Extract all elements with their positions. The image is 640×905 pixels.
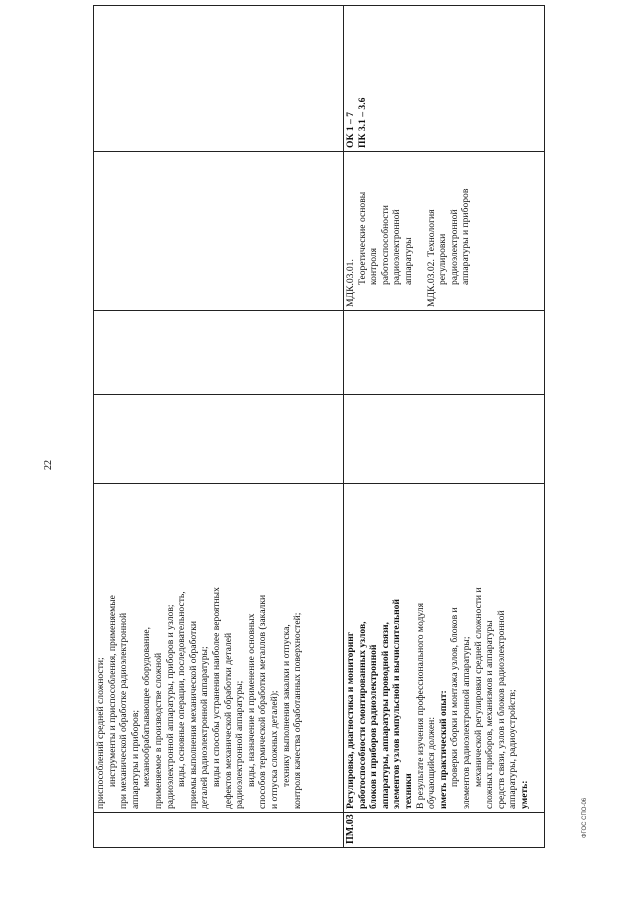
text-line: инструменты и приспособления, применяемые (106, 595, 118, 787)
text-line: элементов радиоэлектронной аппаратуры; (460, 636, 472, 809)
table-row (344, 6, 545, 848)
competency-cell (344, 6, 545, 152)
module-title-line: блоков и приборов радиоэлектронной (368, 644, 380, 809)
text-line: радиоэлектронной аппаратуры, приборов и узлов; (164, 604, 176, 809)
text-line: сложных приборов, механизмов и аппаратуры (484, 620, 496, 809)
mdk-line: аппаратуры и приборов (460, 188, 472, 285)
empty-cell (94, 6, 344, 152)
text-line: В результате изучения профессионального модуля (414, 603, 426, 809)
module-title-line: элементов узлов импульсной и вычислительной (391, 599, 403, 809)
empty-cell (94, 152, 344, 311)
module-code: ПМ.03 (345, 814, 356, 844)
empty-cell (94, 395, 344, 484)
text-line: механообрабатывающее оборудование, (141, 626, 153, 787)
knowledge-cell (94, 484, 344, 813)
table-row (94, 6, 344, 848)
empty-cell (344, 311, 545, 395)
text-line: применяемое в производстве сложной (152, 652, 164, 809)
text-line: проверки сборки и монтажа узлов, блоков и (449, 607, 461, 787)
text-line: виды и способы устранения наиболее вероятных (210, 587, 222, 787)
page-number: 22 (43, 460, 54, 470)
text-line: способов термической обработки металлов (закалки (257, 594, 269, 809)
mdk-line: МДК.03.01. (345, 259, 356, 307)
module-title-line: работоспособности смонтированных узлов, (356, 621, 368, 809)
footer-code: ФГОС СПО-06 (582, 797, 588, 838)
text-line: и отпуска сложных деталей); (268, 690, 280, 809)
empty-cell (344, 395, 545, 484)
mdk-line: аппаратуры (402, 237, 414, 285)
text-line: аппаратуры и приборов; (129, 709, 141, 809)
module-title-line: аппаратуры, аппаратуры проводной связи, (379, 622, 391, 809)
mdk-line: регулировки (437, 233, 449, 285)
mdk-line: радиоэлектронной (391, 209, 403, 285)
text-line: деталей радиоэлектронной аппаратуры; (199, 646, 211, 809)
skills-heading: уметь: (518, 780, 530, 809)
module-title-line: техники (402, 773, 414, 809)
text-line: радиоэлектронной аппаратуры; (234, 680, 246, 809)
text-line: механической регулировки средней сложности и (472, 587, 484, 787)
text-line: технику выполнения закалки и отпуска, (280, 624, 292, 787)
mdk-cell (344, 152, 545, 311)
mdk-line: контроля (368, 247, 380, 285)
text-line: приемы выполнения механической обработки (187, 620, 199, 809)
mdk-line: МДК.03.02. Технология (425, 209, 437, 307)
mdk-line: Теоретические основы (356, 191, 368, 285)
module-title-line: Регулировка, диагностика и мониторинг (345, 631, 356, 809)
text-line: при механической обработке радиоэлектронной (118, 612, 130, 809)
text-line: средств связи, узлов и блоков радиоэлектронной (495, 610, 507, 809)
module-content-cell (344, 484, 545, 813)
text-line: приспособлений средней сложности; (95, 657, 106, 809)
mdk-line: радиоэлектронной (448, 209, 460, 285)
empty-cell (94, 311, 344, 395)
experience-heading: иметь практический опыт: (437, 690, 449, 809)
text-line: виды, основные операции, последовательность, (176, 591, 188, 787)
text-line: контроля качества обработанных поверхностей; (292, 612, 304, 809)
text-line: обучающийся должен: (426, 717, 438, 809)
module-code-cell (344, 813, 545, 848)
mdk-line: работоспособности (379, 205, 391, 285)
curriculum-table (93, 48, 545, 848)
competency-line: ОК 1 – 7 (345, 111, 356, 148)
competency-line: ПК 3.1 – 3.6 (356, 97, 368, 148)
text-line: виды, назначение и применение основных (245, 613, 257, 787)
module-code-cell (94, 813, 344, 848)
text-line: аппаратуры, радиоустройств; (507, 689, 519, 809)
text-line: дефектов механической обработки деталей (222, 632, 234, 809)
